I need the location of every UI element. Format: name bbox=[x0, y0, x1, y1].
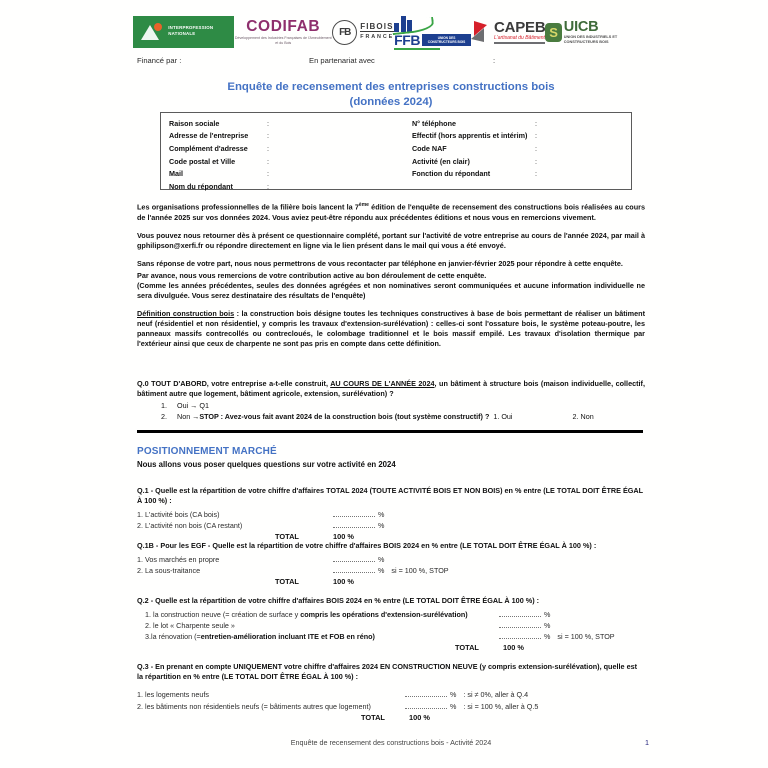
france-bois-foret-logo-text: INTERPROFESSION NATIONALE bbox=[167, 16, 234, 48]
q0-stop-answer-no[interactable]: 2. Non bbox=[572, 411, 594, 421]
answer-blank[interactable] bbox=[333, 555, 375, 562]
section-title: POSITIONNEMENT MARCHÉ bbox=[137, 446, 277, 457]
q2-item-3-label-a: 3.la rénovation (= bbox=[145, 632, 201, 642]
q3-item-2-answer[interactable] bbox=[405, 701, 538, 712]
uicb-logo bbox=[545, 12, 649, 52]
uicb-swirl-icon: S bbox=[545, 23, 561, 42]
capeb-logo bbox=[471, 12, 546, 52]
question-q0 bbox=[137, 379, 645, 422]
q1b-items bbox=[137, 554, 645, 589]
table-row bbox=[161, 142, 631, 155]
answer-blank[interactable] bbox=[499, 632, 541, 639]
company-info-table bbox=[160, 112, 632, 190]
answer-blank[interactable] bbox=[405, 702, 447, 709]
field-label: Adresse de l'entreprise bbox=[169, 131, 249, 141]
total-label: TOTAL bbox=[275, 532, 299, 542]
q0-option-2[interactable] bbox=[161, 412, 645, 422]
q1b-item-2-note: si = 100 %, STOP bbox=[391, 565, 449, 575]
q3-item-1 bbox=[137, 689, 645, 700]
q2-item-1-label bbox=[145, 609, 468, 620]
partnership-colon: : bbox=[493, 56, 496, 65]
capeb-logo-text: CAPEB bbox=[493, 19, 546, 37]
building-icon bbox=[394, 12, 412, 32]
field-complement-adresse[interactable] bbox=[161, 144, 412, 153]
q2-item-1-answer[interactable] bbox=[499, 609, 550, 620]
q1b-head-a: Q.1B - Pour les EGF - bbox=[137, 541, 213, 550]
section-subtitle: Nous allons vous poser quelques questions sur votre activité en 2024 bbox=[137, 460, 396, 469]
thanks-line-2: (Comme les années précédentes, seules des données agrégées et non nominatives seront communiquées et aucune information individuelle ne sera divulguée. Vous serez destinataire des résultats de l'enquête) bbox=[137, 281, 645, 301]
q0-heading bbox=[137, 379, 645, 399]
page-title-line1: Enquête de recensement des entreprises constructions bois bbox=[227, 81, 555, 93]
q2-item-3-note: si = 100 %, STOP bbox=[557, 632, 615, 642]
intro-paragraph-2: Vous pouvez nous retourner dès à présent ce questionnaire complété, portant sur l'activité de votre entreprise au cours de l'année 2024, par mail à gphilipson@xerfi.fr ou répondre directement en ligne via le lien présent dans le mail qui vous a été envoyé. bbox=[137, 230, 645, 250]
intro-paragraph-1 bbox=[137, 200, 645, 223]
total-value: 100 % bbox=[333, 532, 354, 542]
q3-item-2-label: 2. les bâtiments non résidentiels neufs (= bâtiments autres que logement) bbox=[137, 701, 371, 711]
total-value: 100 % bbox=[409, 712, 430, 722]
field-activite-en-clair[interactable] bbox=[412, 157, 631, 166]
definition-block bbox=[137, 309, 645, 349]
percent-symbol: % bbox=[378, 509, 385, 519]
field-label: Code postal et Ville bbox=[169, 156, 236, 166]
q0-head-b: , un bâtiment à structure bois (maison individuelle, collectif, bâtiment autre que logement, bâtiment agricole, extension, surélévation) ? bbox=[137, 379, 645, 399]
page-title-line2: (données 2024) bbox=[349, 96, 433, 108]
answer-blank[interactable] bbox=[499, 610, 541, 617]
tree-icon bbox=[133, 16, 167, 48]
q0-stop-question: STOP : Avez-vous fait avant 2024 de la construction bois (tout système constructif) ? bbox=[199, 411, 490, 421]
q1-item-1-label: 1. L'activité bois (CA bois) bbox=[137, 509, 220, 519]
field-fonction-repondant[interactable] bbox=[412, 169, 631, 178]
q0-option-1-label: Oui → Q1 bbox=[177, 401, 209, 411]
percent-symbol: % bbox=[378, 554, 385, 564]
section-divider bbox=[137, 430, 643, 433]
field-colon: : bbox=[534, 143, 537, 153]
q1-item-1 bbox=[137, 509, 645, 520]
answer-blank[interactable] bbox=[333, 521, 375, 528]
total-value: 100 % bbox=[333, 577, 354, 587]
answer-blank[interactable] bbox=[499, 621, 541, 628]
field-code-naf[interactable] bbox=[412, 144, 631, 153]
q2-item-2-answer[interactable] bbox=[499, 620, 550, 631]
uicb-logo-text: UICB bbox=[563, 18, 599, 35]
q1b-item-1-label: 1. Vos marchés en propre bbox=[137, 554, 220, 564]
q2-item-2 bbox=[137, 620, 645, 631]
q1b-item-2-label: 2. La sous-traitance bbox=[137, 565, 201, 575]
q1-item-1-answer[interactable] bbox=[333, 509, 384, 520]
q3-item-2 bbox=[137, 701, 645, 712]
question-q2 bbox=[137, 596, 645, 655]
field-label: Raison sociale bbox=[169, 118, 220, 128]
percent-symbol: % bbox=[450, 690, 457, 700]
q2-item-1-label-a: 1. la construction neuve (= création de surface y bbox=[145, 609, 301, 619]
q0-option-1-number: 1. bbox=[161, 401, 167, 411]
ffb-logo-box-text: UNION DES CONSTRUCTEURS BOIS bbox=[422, 34, 471, 46]
intro-p1-b: édition de l'enquête de recensement des constructions bois réalisées au cours de l'année 2025 sur vos données 2024. Vous aviez peut-être répondu aux précédentes éditions et nous vous en remercions vivement. bbox=[137, 202, 645, 222]
field-label: Nom du répondant bbox=[169, 181, 233, 191]
field-label: N° téléphone bbox=[411, 118, 456, 128]
percent-symbol: % bbox=[450, 701, 457, 711]
total-value: 100 % bbox=[503, 643, 524, 653]
q3-item-1-answer[interactable] bbox=[405, 689, 528, 700]
fibois-monogram-icon: FB bbox=[332, 20, 357, 45]
field-mail[interactable] bbox=[161, 169, 412, 178]
capeb-logo-slogan: L'artisanat du Bâtiment bbox=[493, 35, 545, 42]
question-q1b bbox=[137, 541, 645, 589]
q3-item-2-note: : si = 100 %, aller à Q.5 bbox=[463, 701, 539, 711]
field-effectif[interactable] bbox=[412, 131, 631, 140]
q3-heading: Q.3 - En prenant en compte UNIQUEMENT votre chiffre d'affaires 2024 EN CONSTRUCTION NEUVE (y compris extension-surélévation), quelle est la répartition en % entre (LE TOTAL DOIT ÊTRE ÉGAL À 100 %) : bbox=[137, 662, 638, 682]
field-label: Code NAF bbox=[411, 143, 447, 153]
q0-option-2-label: Non → bbox=[177, 411, 200, 421]
q1-item-2-label: 2. L'activité non bois (CA restant) bbox=[137, 521, 243, 531]
codifab-logo-text: CODIFAB bbox=[246, 17, 321, 35]
ffb-logo bbox=[394, 12, 471, 52]
field-label: Complément d'adresse bbox=[169, 143, 248, 153]
q2-item-1 bbox=[137, 609, 645, 620]
q2-item-2-label: 2. le lot « Charpente seule » bbox=[145, 620, 235, 630]
table-row bbox=[161, 155, 631, 168]
definition-body: : la construction bois désigne toutes les techniques constructives à base de bois permettant de réaliser un bâtiment neuf (résidentiel et non résidentiel, y compris les travaux d'extension-surélévation) : celles-ci sont l'ossature bois, le système poteau-poutre, les panneaux massifs contrecollés ou contrecloués, le colombage traditionnel et le bois massif empilé. Les travaux d'isolation thermique par l'extérieur ainsi que ceux de charpente ne sont pas pris en compte dans cette définition. bbox=[137, 309, 645, 349]
q2-item-3-label bbox=[145, 631, 375, 642]
field-colon: : bbox=[534, 131, 537, 141]
percent-symbol: % bbox=[544, 620, 551, 630]
q2-items bbox=[137, 609, 645, 655]
definition-label: Définition construction bois bbox=[137, 309, 235, 318]
field-nom-repondant[interactable] bbox=[161, 182, 412, 191]
total-label: TOTAL bbox=[455, 643, 479, 653]
q3-item-1-note: : si ≠ 0%, aller à Q.4 bbox=[463, 690, 529, 700]
field-label: Mail bbox=[169, 169, 183, 179]
field-colon: : bbox=[267, 143, 269, 153]
q2-total-row bbox=[137, 643, 645, 655]
fibois-logo-subtext: FRANCE bbox=[360, 31, 394, 41]
field-colon: : bbox=[267, 118, 269, 128]
table-row bbox=[161, 180, 631, 193]
field-label: Effectif (hors apprentis et intérim) bbox=[411, 131, 528, 141]
q1b-head-b: Quelle est la répartition de votre chiffre d'affaires BOIS 2024 en % entre (LE TOTAL DOIT ÊTRE ÉGAL À 100 %) : bbox=[212, 541, 597, 550]
field-colon: : bbox=[267, 156, 269, 166]
uicb-logo-subtext: UNION DES INDUSTRIELS ET CONSTRUCTEURS BOIS bbox=[563, 34, 618, 44]
q2-item-3 bbox=[137, 631, 645, 642]
q1b-item-2 bbox=[137, 565, 645, 576]
q1b-heading bbox=[137, 541, 645, 551]
question-q3 bbox=[137, 662, 645, 724]
answer-blank[interactable] bbox=[333, 566, 375, 573]
q1-heading: Q.1 - Quelle est la répartition de votre chiffre d'affaires TOTAL 2024 (TOUTE ACTIVITÉ BOIS ET NON BOIS) en % entre (LE TOTAL DOIT ÊTRE ÉGAL À 100 %) : bbox=[137, 486, 643, 506]
thanks-text-block bbox=[137, 271, 645, 309]
financed-by-label: Financé par : bbox=[137, 56, 182, 65]
fibois-france-logo bbox=[332, 12, 394, 52]
field-code-postal-ville[interactable] bbox=[161, 157, 412, 166]
capeb-chevron-icon bbox=[471, 21, 492, 43]
definition-paragraph bbox=[137, 309, 645, 349]
france-bois-foret-logo bbox=[133, 12, 234, 52]
total-label: TOTAL bbox=[361, 712, 385, 722]
q2-item-3-answer[interactable] bbox=[499, 631, 615, 642]
page-footer bbox=[133, 738, 649, 747]
footer-text: Enquête de recensement des constructions bois - Activité 2024 bbox=[290, 738, 492, 747]
field-telephone[interactable] bbox=[412, 119, 631, 128]
page-title bbox=[133, 80, 649, 110]
codifab-logo bbox=[234, 15, 332, 49]
q3-total-row bbox=[137, 713, 645, 725]
q2-item-1-label-b: compris les opérations d'extension-surélévation) bbox=[300, 609, 468, 619]
partner-logo-bar bbox=[133, 12, 649, 52]
percent-symbol: % bbox=[544, 632, 551, 642]
q0-head-underlined: AU COURS DE L'ANNÉE 2024 bbox=[330, 379, 435, 388]
table-row bbox=[161, 130, 631, 143]
q1b-total-row bbox=[137, 577, 645, 589]
partnership-label: En partenariat avec bbox=[309, 56, 375, 65]
field-colon: : bbox=[267, 169, 269, 179]
field-colon: : bbox=[534, 118, 537, 128]
field-label: Activité (en clair) bbox=[411, 156, 470, 166]
q1b-item-2-answer[interactable] bbox=[333, 565, 449, 576]
q1b-item-1-answer[interactable] bbox=[333, 554, 384, 565]
q3-items bbox=[137, 689, 645, 724]
total-label: TOTAL bbox=[275, 577, 299, 587]
q0-option-1[interactable] bbox=[161, 401, 645, 411]
field-adresse-entreprise[interactable] bbox=[161, 131, 412, 140]
ffb-logo-text: FFB bbox=[394, 32, 421, 48]
q1-item-2-answer[interactable] bbox=[333, 520, 384, 531]
codifab-logo-subtext: Développement des Industries Françaises de l'Ameublement et du Bois bbox=[234, 35, 332, 45]
q0-head-a: Q.0 TOUT D'ABORD, votre entreprise a-t-elle construit, bbox=[137, 379, 331, 388]
q0-option-2-number: 2. bbox=[161, 411, 167, 421]
q1b-item-1 bbox=[137, 554, 645, 565]
q1-items bbox=[137, 509, 645, 544]
intro-p1-a: Les organisations professionnelles de la filière bois lancent la 7 bbox=[137, 202, 359, 212]
field-raison-sociale[interactable] bbox=[161, 119, 412, 128]
table-row bbox=[161, 167, 631, 180]
field-colon: : bbox=[534, 156, 537, 166]
q0-stop-answer-yes[interactable]: 1. Oui bbox=[493, 411, 513, 421]
table-row bbox=[161, 117, 631, 130]
answer-blank[interactable] bbox=[333, 510, 375, 517]
q1-item-2 bbox=[137, 520, 645, 531]
answer-blank[interactable] bbox=[405, 690, 447, 697]
q3-item-1-label: 1. les logements neufs bbox=[137, 690, 209, 700]
thanks-line-1: Par avance, nous vous remercions de votre contribution active au bon déroulement de cette enquête. bbox=[137, 271, 487, 280]
field-colon: : bbox=[534, 169, 537, 179]
q2-heading: Q.2 - Quelle est la répartition de votre chiffre d'affaires BOIS 2024 en % entre (LE TOTAL DOIT ÊTRE ÉGAL À 100 %) : bbox=[137, 596, 540, 605]
page-number: 1 bbox=[645, 738, 649, 747]
intro-paragraph-3: Sans réponse de votre part, nous nous permettrons de vous recontacter par téléphone en janvier-février 2025 pour répondre à cette enquête. bbox=[137, 259, 623, 269]
ordinal-suffix: ème bbox=[358, 202, 369, 208]
question-q1 bbox=[137, 486, 645, 544]
percent-symbol: % bbox=[544, 609, 551, 619]
intro-text-block bbox=[137, 200, 645, 269]
field-colon: : bbox=[267, 131, 269, 141]
field-colon: : bbox=[267, 181, 269, 191]
percent-symbol: % bbox=[378, 521, 385, 531]
fibois-logo-text: FIBOIS bbox=[360, 22, 394, 32]
q2-item-3-label-b: entretien-amélioration incluant ITE et FOB en réno) bbox=[200, 632, 375, 642]
field-label: Fonction du répondant bbox=[411, 169, 491, 179]
percent-symbol: % bbox=[378, 565, 385, 575]
q0-options bbox=[137, 401, 645, 422]
